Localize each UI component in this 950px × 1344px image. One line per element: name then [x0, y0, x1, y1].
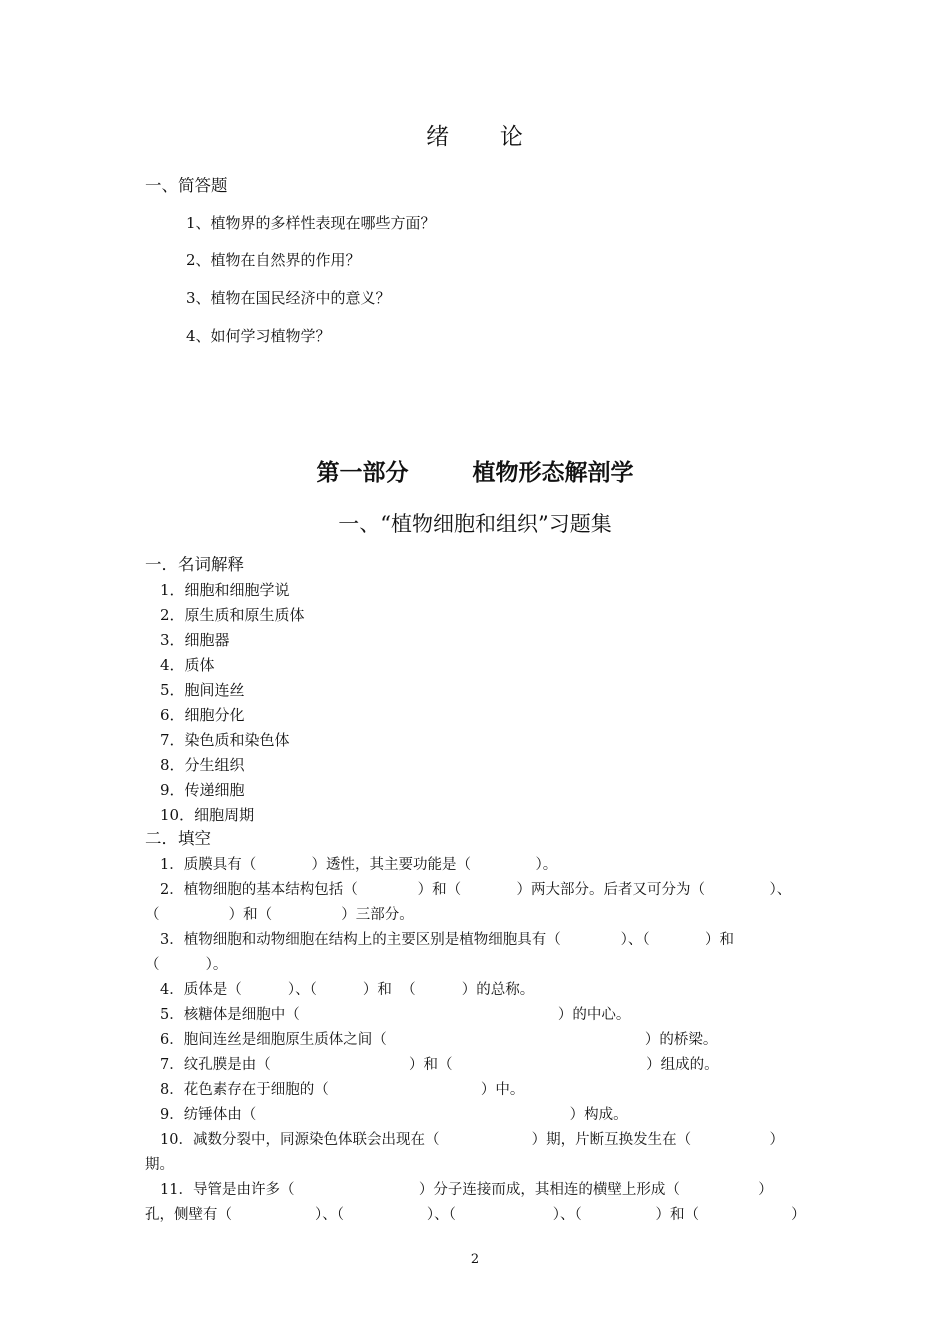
- fill-line: 8．花色素存在于细胞的（ ）中。: [160, 1082, 525, 1098]
- fill-line: 期。: [145, 1157, 174, 1173]
- fill-line: （ ）。: [145, 957, 228, 973]
- term-item: 9．传递细胞: [160, 781, 245, 799]
- section-heading-fill-blank: 二．填空: [145, 829, 211, 848]
- fill-line: （ ）和（ ）三部分。: [145, 907, 414, 923]
- fill-line: 2．植物细胞的基本结构包括（ ）和（ ）两大部分。后者又可分为（ ）、: [160, 882, 792, 898]
- fill-line: 6．胞间连丝是细胞原生质体之间（ ）的桥梁。: [160, 1032, 718, 1048]
- term-item: 6．细胞分化: [160, 706, 245, 724]
- fill-line: 9．纺锤体由（ ）构成。: [160, 1107, 628, 1123]
- fill-line: 3．植物细胞和动物细胞在结构上的主要区别是植物细胞具有（ ）、（ ）和: [160, 932, 734, 948]
- term-item: 7．染色质和染色体: [160, 731, 290, 749]
- fill-line: 5．核糖体是细胞中（ ）的中心。: [160, 1007, 631, 1023]
- part-title: 第一部分 植物形态解剖学: [316, 460, 634, 486]
- term-item: 1．细胞和细胞学说: [160, 581, 290, 599]
- term-item: 2．原生质和原生质体: [160, 606, 305, 624]
- fill-line: 7．纹孔膜是由（ ）和（ ）组成的。: [160, 1057, 719, 1073]
- chapter-title: 绪 论: [426, 124, 524, 150]
- section-heading-short-answer: 一、简答题: [145, 176, 228, 195]
- term-item: 3．细胞器: [160, 631, 230, 649]
- fill-line: 11．导管是由许多（ ）分子连接而成，其相连的横壁上形成（ ）: [160, 1182, 773, 1198]
- term-item: 5．胞间连丝: [160, 681, 245, 699]
- question-item: 1、植物界的多样性表现在哪些方面？: [186, 214, 436, 232]
- part-subtitle: 一、“植物细胞和组织”习题集: [338, 512, 612, 536]
- term-item: 8．分生组织: [160, 756, 245, 774]
- question-item: 4、如何学习植物学？: [186, 327, 331, 345]
- fill-line: 孔，侧壁有（ ）、（ ）、（ ）、（ ）和（ ）: [145, 1207, 806, 1223]
- section-heading-terms: 一．名词解释: [145, 555, 244, 574]
- fill-line: 10．减数分裂中，同源染色体联会出现在（ ）期，片断互换发生在（ ）: [160, 1132, 784, 1148]
- fill-line: 1．质膜具有（ ）透性，其主要功能是（ ）。: [160, 857, 558, 873]
- term-item: 4．质体: [160, 656, 215, 674]
- term-item: 10．细胞周期: [160, 806, 255, 824]
- question-item: 2、植物在自然界的作用？: [186, 251, 361, 269]
- fill-line: 4．质体是（ ）、（ ）和 （ ）的总称。: [160, 982, 535, 998]
- question-item: 3、植物在国民经济中的意义？: [186, 289, 391, 307]
- page-number: 2: [470, 1252, 480, 1267]
